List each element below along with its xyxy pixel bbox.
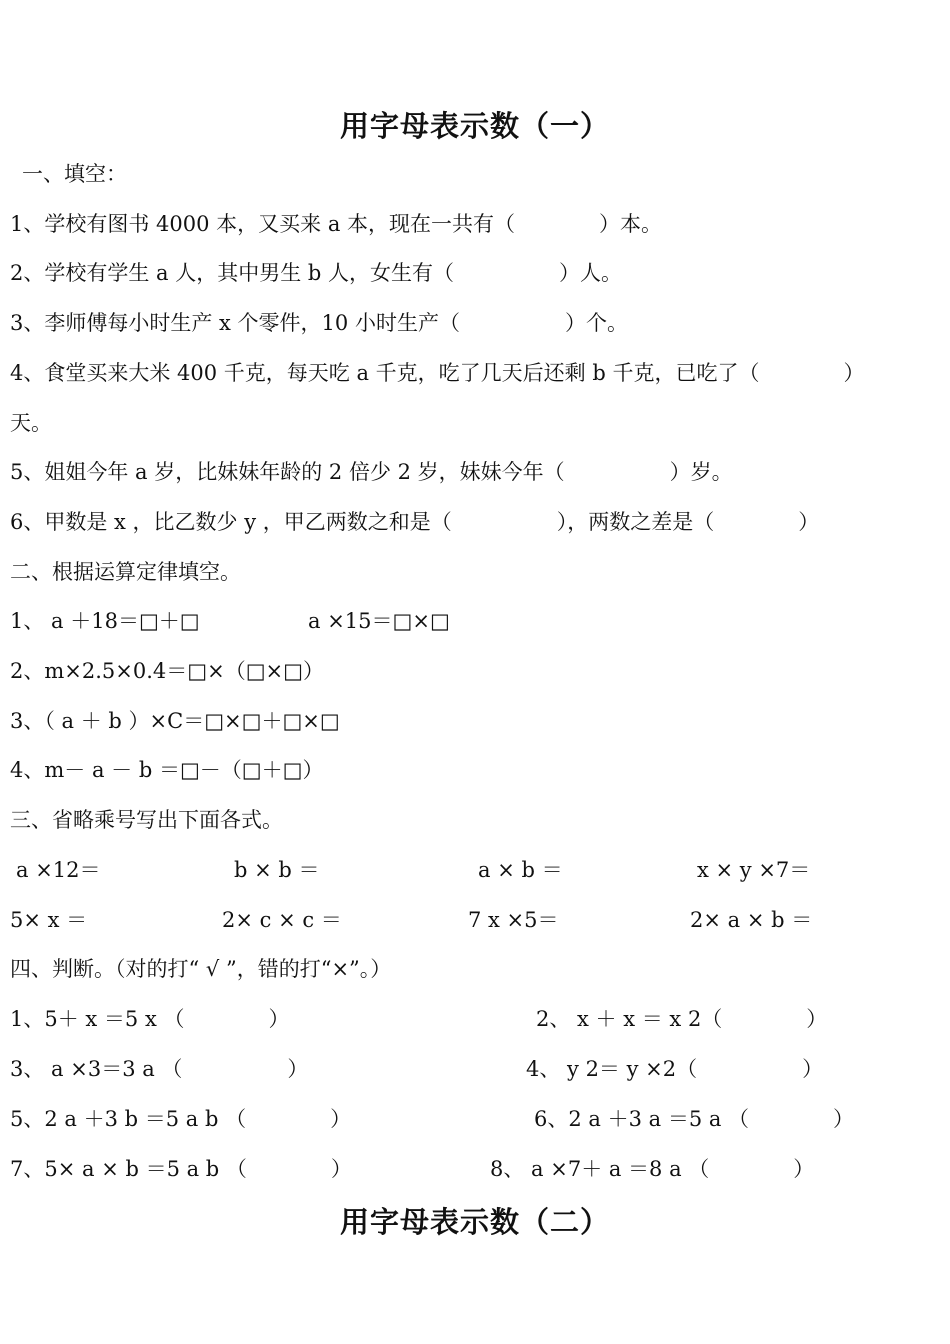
question-2-4: 4、m－ a － b ＝□－（□＋□） [10,758,324,782]
section-heading-omit-multiplication: 三、省略乘号写出下面各式。 [10,808,283,832]
expr-3-8: 2× a × b ＝ [690,908,813,932]
section-heading-operation-laws: 二、根据运算定律填空。 [10,560,241,584]
section-heading-judgement: 四、判断。（对的打“ √ ”，错的打“×”。） [10,957,392,981]
judge-item-1: 1、5＋ x ＝5 x （ ） [10,1007,290,1031]
judge-item-5: 5、2 a ＋3 b ＝5 a b （ ） [10,1107,352,1131]
question-2-2: 2、m×2.5×0.4＝□×（□×□） [10,659,324,683]
expr-3-6: 2× c × c ＝ [222,908,342,932]
section-heading-fill-blank: 一、填空： [22,162,127,186]
question-1-2: 2、学校有学生 a 人，其中男生 b 人，女生有（ ）人。 [10,261,623,285]
expr-3-5: 5× x ＝ [10,908,88,932]
expr-3-2: b × b ＝ [234,858,320,882]
page-title-part-2: 用字母表示数（二） [339,1205,610,1239]
question-1-6: 6、甲数是 x ，比乙数少 y ，甲乙两数之和是（ ），两数之差是（ ） [10,510,820,534]
question-1-4: 4、食堂买来大米 400 千克，每天吃 a 千克，吃了几天后还剩 b 千克，已吃了（ ） [10,361,865,385]
judge-item-8: 8、 a ×7＋ a ＝8 a （ ） [490,1157,815,1181]
judge-item-7: 7、5× a × b ＝5 a b （ ） [10,1157,352,1181]
expr-3-1: a ×12＝ [16,858,101,882]
question-2-3: 3、（ a ＋ b ）×C＝□×□＋□×□ [10,709,340,733]
expr-3-7: 7 x ×5＝ [468,908,559,932]
judge-item-2: 2、 x ＋ x ＝ x 2（ ） [536,1007,828,1031]
question-1-5: 5、姐姐今年 a 岁，比妹妹年龄的 2 倍少 2 岁，妹妹今年（ ）岁。 [10,460,733,484]
question-1-3: 3、李师傅每小时生产 x 个零件，10 小时生产（ ）个。 [10,311,628,335]
page-title: 用字母表示数（一） [339,109,610,143]
expr-3-3: a × b ＝ [478,858,563,882]
judge-item-4: 4、 y 2＝ y ×2（ ） [526,1057,824,1081]
expr-3-4: x × y ×7＝ [697,858,811,882]
question-1-4-continued: 天。 [10,411,52,435]
question-2-1a: 1、 a ＋18＝□＋□ [10,609,200,633]
judge-item-3: 3、 a ×3＝3 a （ ） [10,1057,309,1081]
question-1-1: 1、学校有图书 4000 本，又买来 a 本，现在一共有（ ）本。 [10,212,663,236]
judge-item-6: 6、2 a ＋3 a ＝5 a （ ） [534,1107,855,1131]
question-2-1b: a ×15＝□×□ [308,609,450,633]
